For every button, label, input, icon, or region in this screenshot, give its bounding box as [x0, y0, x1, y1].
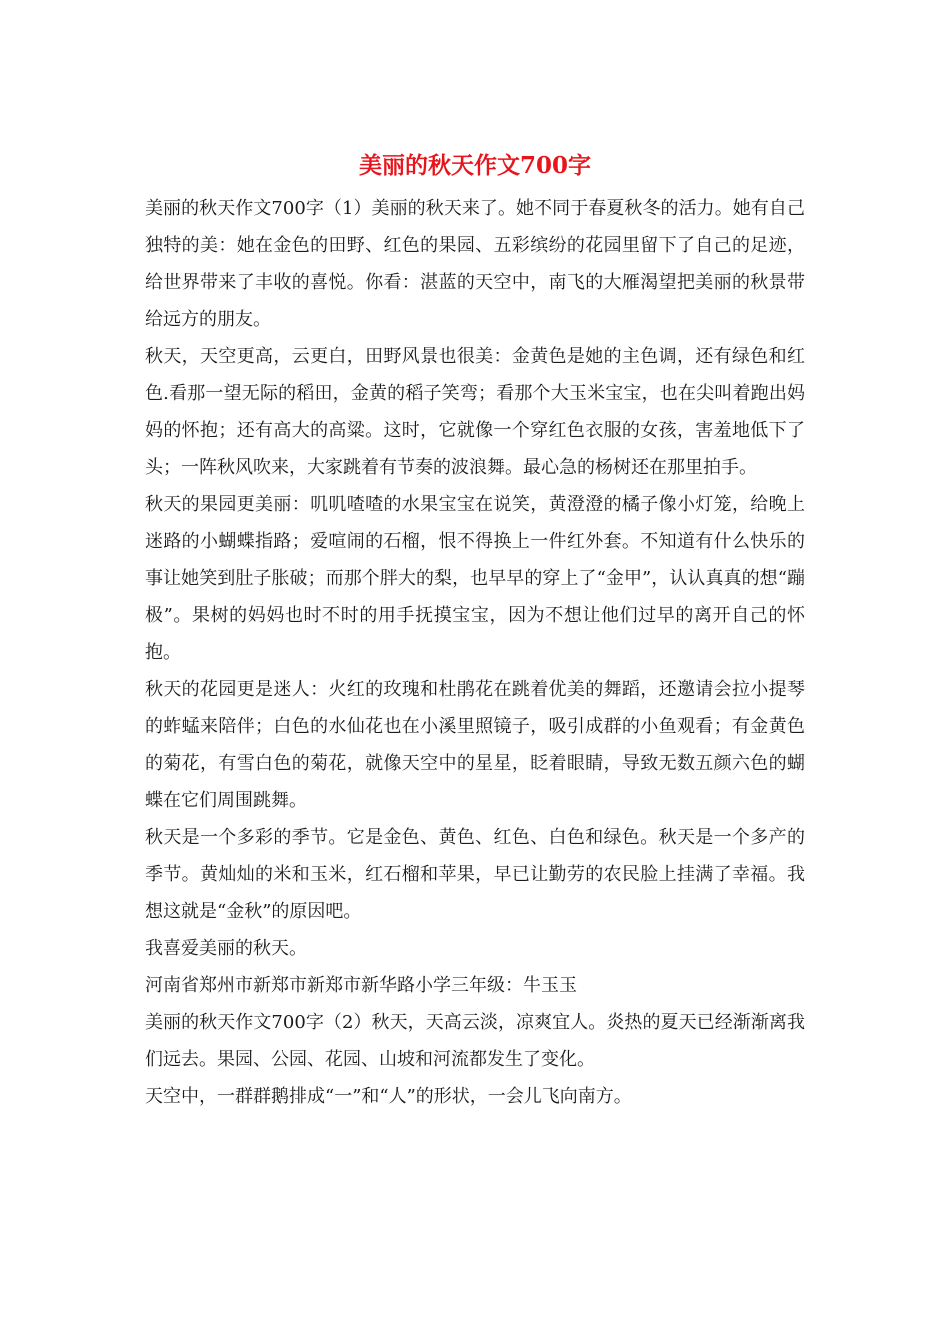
paragraph: 秋天的果园更美丽：叽叽喳喳的水果宝宝在说笑，黄澄澄的橘子像小灯笼，给晚上迷路的小蝴蝶指路；爱喧闹的石榴，恨不得换上一件红外套。不知道有什么快乐的事让她笑到肚子胀破；而那个胖大的梨，也早早的穿上了“金甲”，认认真真的想“蹦极”。果树的妈妈也时不时的用手抚摸宝宝，因为不想让他们过早的离开自己的怀抱。	[145, 494, 805, 663]
author-line: 河南省郑州市新郑市新郑市新华路小学三年级：牛玉玉	[145, 975, 577, 996]
paragraph: 秋天，天空更高，云更白，田野风景也很美：金黄色是她的主色调，还有绿色和红色.看那一望无际的稻田，金黄的稻子笑弯；看那个大玉米宝宝，也在尖叫着跑出妈妈的怀抱；还有高大的高粱。这时，它就像一个穿红色衣服的女孩，害羞地低下了头；一阵秋风吹来，大家跳着有节奏的波浪舞。最心急的杨树还在那里拍手。	[145, 346, 805, 478]
paragraph: 秋天是一个多彩的季节。它是金色、黄色、红色、白色和绿色。秋天是一个多产的季节。黄灿灿的米和玉米，红石榴和苹果，早已让勤劳的农民脸上挂满了幸福。我想这就是“金秋”的原因吧。	[145, 827, 805, 922]
paragraph: 天空中，一群群鹅排成“一”和“人”的形状，一会儿飞向南方。	[145, 1086, 632, 1107]
document-body	[145, 190, 805, 1115]
paragraph: 美丽的秋天作文700字（2）秋天，天高云淡，凉爽宜人。炎热的夏天已经渐渐离我们远去。果园、公园、花园、山坡和河流都发生了变化。	[145, 1012, 805, 1070]
document-title: 美丽的秋天作文700字	[358, 152, 591, 179]
paragraph: 秋天的花园更是迷人：火红的玫瑰和杜鹃花在跳着优美的舞蹈，还邀请会拉小提琴的蚱蜢来陪伴；白色的水仙花也在小溪里照镜子，吸引成群的小鱼观看；有金黄色的菊花，有雪白色的菊花，就像天空中的星星，眨着眼睛，导致无数五颜六色的蝴蝶在它们周围跳舞。	[145, 679, 805, 811]
paragraph: 我喜爱美丽的秋天。	[145, 938, 307, 959]
paragraph: 美丽的秋天作文700字（1）美丽的秋天来了。她不同于春夏秋冬的活力。她有自己独特的美：她在金色的田野、红色的果园、五彩缤纷的花园里留下了自己的足迹，给世界带来了丰收的喜悦。你看：湛蓝的天空中，南飞的大雁渴望把美丽的秋景带给远方的朋友。	[145, 198, 805, 330]
